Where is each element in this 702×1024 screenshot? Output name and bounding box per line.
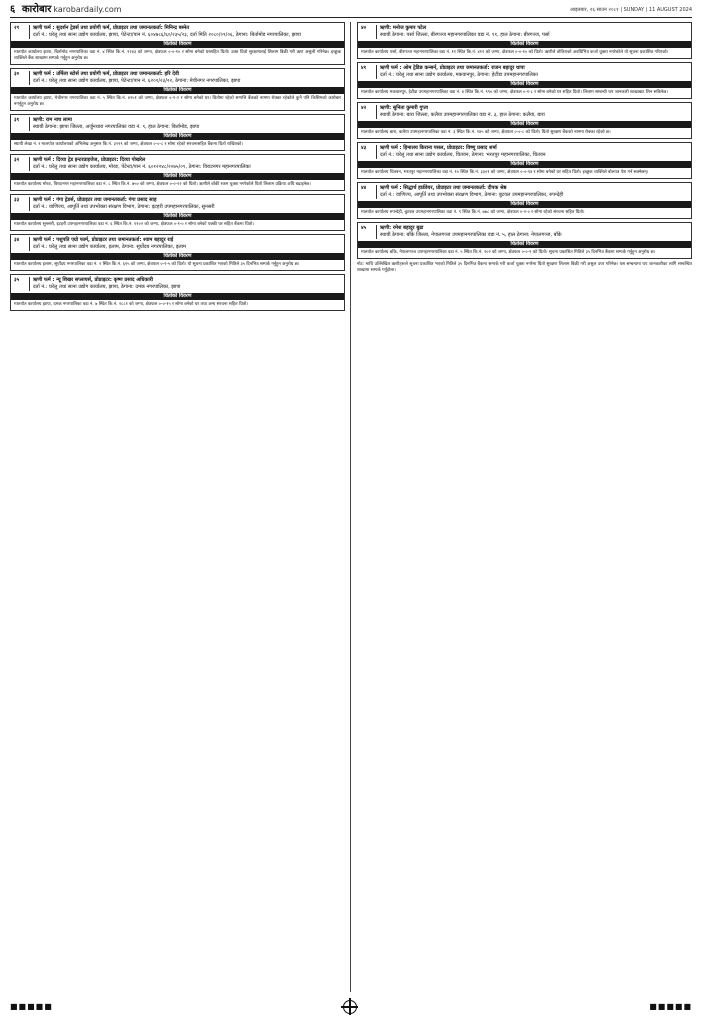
notice-entry [357,62,692,99]
collateral-heading: धितोको विवरण [358,161,691,168]
entry-header [11,115,344,133]
notice-entry [357,182,692,219]
notice-entry [357,142,692,179]
registration-target-icon [343,1000,357,1014]
collateral-heading: धितोको विवरण [358,201,691,208]
borrower-title: ऋणी फर्म : गंगा ट्रेडर्स, प्रोप्राइटर तथा जमानतकर्ता: गंगा प्रसाद साह [33,197,157,203]
brand-site: karobardaily.com [53,5,122,14]
borrower-detail: दर्ता नं.: वाणिज्य, आपूर्ति तथा उपभोक्ता संरक्षण विभाग, ठेगाना: बुटवल उपमहानगरपालिका, रुपन्देही [380,192,564,198]
collateral-heading: धितोको विवरण [11,41,344,48]
entry-number: २९ [14,25,30,39]
entry-number: ४० [361,25,377,39]
entry-info [380,145,688,159]
entry-header [11,275,344,293]
masthead [22,4,122,16]
borrower-detail: दर्ता नं.: घरेलु तथा साना उद्योग कार्यालय, मकवानपुर, ठेगाना: हेटौंडा उपमहानगरपालिका [380,72,538,78]
collateral-heading: धितोको विवरण [11,213,344,220]
entry-info [380,225,688,239]
collateral-text: मालपोत कार्यालय चितवन, भरतपुर महानगरपालिका वडा नं. १० स्थित कि.नं. ३३०१ को जग्गा, क्षेत्रफल ०-०-१४ र सोमा बनेको घर सहित धितो। इच्छुक व्यक्तिले बोलपत्र पेश गर्न सक्नेछन्। [361,170,649,175]
notice-entry [10,22,345,65]
entry-info [33,197,341,211]
entry-header [11,235,344,253]
entry-header [11,23,344,41]
borrower-title: ऋणी: रमेश बहादुर बुढा [380,225,424,231]
entry-info [380,185,688,199]
entry-info [33,237,341,251]
collateral-heading: धितोको विवरण [358,81,691,88]
borrower-detail: दर्ता नं.: वाणिज्य, आपूर्ति तथा उपभोक्ता संरक्षण विभाग, ठेगाना: इटहरी उपमहानगरपालिका, सुनसरी [33,204,215,210]
entry-header [358,223,691,241]
borrower-detail: दर्ता नं.: घरेलु तथा साना उद्योग कार्यालय, झापा, ठेगाना: दमक नगरपालिका, झापा [33,284,181,290]
entry-info [380,105,688,119]
collateral-text: मालपोत कार्यालय सुनसरी, इटहरी उपमहानगरपालिका वडा नं. ६ स्थित कि.नं. ११०२ को जग्गा, क्षेत्रफल ०-१-० र सोमा बनेको पक्की घर सहित बैंकमा धितो। [14,222,254,227]
notice-entry [10,234,345,271]
collateral-text: स्थायी लेखा नं. र मालपोत कार्यालयको अभिलेख अनुसार कि.नं. ३२२९ को जग्गा, क्षेत्रफल ०-०-८ र सोमा रहेको संरचनासहित बैंकमा धितो राखिएको। [14,142,244,147]
entry-number: ४१ [361,65,377,79]
page-footer [10,996,692,1016]
entry-number: ४३ [361,145,377,159]
borrower-detail: दर्ता नं.: घरेलु तथा साना उद्योग कार्यालय, झापा, पेटेन्टा/पान नं. ६२०१/२३/२२, ठेगाना: मेचीनगर नगरपालिका, झापा [33,78,241,84]
entry-header [11,155,344,173]
collateral-heading: धितोको विवरण [11,173,344,180]
notice-entry [357,102,692,139]
borrower-title: ऋणी: सुनिता कुमारी गुप्ता [380,105,428,111]
collateral-text: मालपोत कार्यालय मोरङ, विराटनगर महानगरपालिका वडा नं. ८ स्थित कि.नं. ७५० को जग्गा, क्षेत्रफल ०-०-१२ को धितो। ऋणीले बाँकी रकम चुक्ता नगरेकोले धितो लिलाम प्रक्रिया अघि बढाइनेछ। [14,182,311,187]
collateral-heading: धितोको विवरण [11,87,344,94]
entry-info [33,25,341,39]
entry-number: ४४ [361,185,377,199]
closing-note: नोट: माथि उल्लिखित ऋणीहरूले सूचना प्रकाशित भएको मितिले ३५ दिनभित्र बैंकमा सम्पर्क गरी कर्जा चुक्ता नगरेमा धितो सुरक्षण लिलाम बिक्री गरी असुल उपर गरिनेछ। यस सम्बन्धमा थप जानकारीका लागि सम्बन्धित शाखामा सम्पर्क गर्नुहोला। [357,262,692,273]
borrower-detail: स्थायी ठेगाना: झापा जिल्ला, अर्जुनधारा नगरपालिका वडा नं. ९, हाल ठेगाना: बिर्तामोड, झापा [33,124,200,130]
collateral-text: मालपोत कार्यालय मकवानपुर, हेटौंडा उपमहानगरपालिका वडा नं. ४ स्थित कि.नं. ९९० को जग्गा, क्षेत्रफल ०-१-८ र सोमा बनेको घर सहित धितो। लिलाम सम्बन्धी थप जानकारी शाखाबाट लिन सकिनेछ। [361,90,668,95]
collateral-heading: धितोको विवरण [358,41,691,48]
entry-header [11,69,344,87]
borrower-title: ऋणी फर्म : उर्मिला स्टोर्स तथा प्रयोगी फर्म, प्रोप्राइटर तथा जमानतकर्ता: हरि देवी [33,71,179,77]
borrower-detail: दर्ता नं.: घरेलु तथा साना उद्योग कार्यालय, झापा, पेटेन्टा/पान नं. ६०४७८६/६०/२३५/२३, दर्ता मिति २०८०/०९/०६, ठेगाना: बिर्तामोड नगरपालिका, झापा [33,32,301,38]
entry-number: ४२ [361,105,377,119]
notice-entry [10,274,345,311]
borrower-title: ऋणी फर्म : सिद्धार्थ हार्डवेयर, प्रोप्राइटर तथा जमानतकर्ता: दीपक श्रेष्ठ [380,185,507,191]
entry-info [33,71,341,85]
collateral-heading: धितोको विवरण [358,121,691,128]
borrower-detail: स्थायी ठेगाना: पर्सा जिल्ला, बीरगञ्ज महानगरपालिका वडा नं. ११, हाल ठेगाना: बीरगञ्ज, पर्सा [380,32,550,38]
borrower-detail: दर्ता नं.: घरेलु तथा साना उद्योग कार्यालय, इलाम, ठेगाना: सूर्योदय नगरपालिका, इलाम [33,244,186,250]
collateral-text: मालपोत कार्यालय झापा, दमक नगरपालिका वडा नं. ७ स्थित कि.नं. २८८१ को जग्गा, क्षेत्रफल ०-०-१५ र सोमा बनेको घर तथा अन्य संरचना सहित धितो। [14,302,248,307]
registration-marks-right: ■■■■■ [649,1002,692,1011]
entry-header [358,63,691,81]
right-column [357,22,692,992]
entry-header [358,103,691,121]
page-number: ६ [10,4,16,15]
column-divider [350,22,351,992]
entry-number: ३५ [14,277,30,291]
entry-number: ४५ [361,225,377,239]
entry-info [33,277,341,291]
entry-header [358,183,691,201]
collateral-text: मालपोत कार्यालय पर्सा, बीरगञ्ज महानगरपालिका वडा नं. ११ स्थित कि.नं. ४१२ को जग्गा, क्षेत्रफल ०-०-१० को धितो। ऋणीले तोकिएको अवधिभित्र कर्जा चुक्ता नगरेकोले यो सूचना प्रकाशित गरिएको। [361,50,669,55]
entry-info [33,157,341,171]
borrower-title: ऋणी फर्म : ओम ट्रेडिङ कन्सर्न, प्रोप्राइटर तथा जमानतकर्ता: राजन बहादुर थापा [380,65,525,71]
entry-info [380,65,688,79]
entry-header [11,195,344,213]
notice-entry [10,154,345,191]
borrower-title: ऋणी फर्म : न्यू शिखर सप्लायर्स, प्रोप्राइटर: कृष्ण प्रसाद अधिकारी [33,277,153,283]
issue-date: आइतबार, २६ साउन २०८१ | SUNDAY | 11 AUGUST 2024 [569,7,692,13]
notice-entry [357,222,692,259]
collateral-heading: धितोको विवरण [11,133,344,140]
collateral-text: मालपोत कार्यालय बाँके, नेपालगञ्ज उपमहानगरपालिका वडा नं. ५ स्थित कि.नं. २०२ को जग्गा, क्षेत्रफल ०-०-९ को धितो। सूचना प्रकाशित मितिले ३५ दिनभित्र बैंकमा सम्पर्क गर्नुहुन अनुरोध छ। [361,250,656,255]
entry-info [380,25,688,39]
borrower-detail: दर्ता नं.: घरेलु तथा साना उद्योग कार्यालय, मोरङ, पेटेन्टा/पान नं. ६०१२२४८/२०७५/०९, ठेगाना: विराटनगर महानगरपालिका [33,164,251,170]
entry-number: ३३ [14,197,30,211]
page-header [10,4,692,18]
borrower-title: ऋणी फर्म : सुदर्शन ट्रेडर्स तथा प्रयोगी फर्म, प्रोप्राइटर तथा जमानतकर्ता: मिनिन्द्र बस्नेत [33,25,190,31]
collateral-text: मालपोत कार्यालय बारा, कलैया उपमहानगरपालिका वडा नं. ३ स्थित कि.नं. १४५ को जग्गा, क्षेत्रफल ०-०-८ को धितो। धितो सुरक्षण बैंकको नाममा रोक्का रहेको छ। [361,130,611,135]
borrower-title: ऋणी: मनोज कुमार पटेल [380,25,427,31]
brand-name: कारोबार [22,4,52,15]
entry-header [358,23,691,41]
entry-header [358,143,691,161]
notice-entry [10,68,345,111]
entry-number: ३० [14,71,30,85]
entry-number: ३४ [14,237,30,251]
notice-entry [10,114,345,151]
left-column [10,22,345,992]
borrower-title: ऋणी फर्म : दिव्या ट्रेड इन्टरप्राइजेज, प्रोप्राइटर: दिव्या पोखरेल [33,157,146,163]
borrower-title: ऋणी फर्म : पशुपति एग्रो फार्म, प्रोप्राइटर तथा जमानतकर्ता: श्याम बहादुर राई [33,237,174,243]
borrower-detail: स्थायी ठेगाना: बारा जिल्ला, कलैया उपमहानगरपालिका वडा नं. ३, हाल ठेगाना: कलैया, बारा [380,112,545,118]
entry-info [33,117,341,131]
notice-entry [357,22,692,59]
borrower-detail: दर्ता नं.: घरेलु तथा साना उद्योग कार्यालय, चितवन, ठेगाना: भरतपुर महानगरपालिका, चितवन [380,152,546,158]
notice-entry [10,194,345,231]
entry-number: ३२ [14,157,30,171]
collateral-heading: धितोको विवरण [11,293,344,300]
borrower-detail: स्थायी ठेगाना: बाँके जिल्ला, नेपालगञ्ज उपमहानगरपालिका वडा नं. ५, हाल ठेगाना: नेपालगञ्ज, बाँके [380,232,562,238]
collateral-text: मालपोत कार्यालय रुपन्देही, बुटवल उपमहानगरपालिका वडा नं. ९ स्थित कि.नं. ७७८ को जग्गा, क्षेत्रफल ०-१-० र सोमा रहेको संरचना सहित धितो। [361,210,585,215]
collateral-heading: धितोको विवरण [11,253,344,260]
borrower-title: ऋणी: राम नाथ लामा [33,117,72,123]
collateral-text: मालपोत कार्यालय इलाम, सूर्योदय नगरपालिका वडा नं. २ स्थित कि.नं. ६१५ को जग्गा, क्षेत्रफल ०-२-५ को धितो। यो सूचना प्रकाशित भएको मितिले ३५ दिनभित्र सम्पर्क गर्नुहुन अनुरोध छ। [14,262,300,267]
registration-marks-left: ■■■■■ [10,1002,53,1011]
borrower-title: ऋणी फर्म : हिमालय किराना पसल, प्रोप्राइटर: विष्णु प्रसाद शर्मा [380,145,497,151]
collateral-text: मालपोत कार्यालय झापा, बिर्तामोड नगरपालिका वडा नं. ४ स्थित कि.नं. १२४३ को जग्गा, क्षेत्रफल ०-०-१० र सोमा बनेको घरसहित धितो। उक्त धितो सुरक्षणलाई लिलाम बिक्री गरी ऋण असुली गरिनेछ। इच्छुक व्यक्तिले बैंक शाखामा सम्पर्क गर्नुहुन अनुरोध छ। [14,50,341,61]
collateral-text: मालपोत कार्यालय झापा, मेचीनगर नगरपालिका वडा नं. ५ स्थित कि.नं. ४२५१ को जग्गा, क्षेत्रफल ०-१-२ र सोमा बनेको घर। धितोमा रहेको सम्पत्ति बैंकको नाममा रोक्का रहेकोले कुनै पनि किसिमको कारोबार नगर्नुहुन अनुरोध छ। [14,96,341,107]
entry-number: ३१ [14,117,30,131]
collateral-heading: धितोको विवरण [358,241,691,248]
